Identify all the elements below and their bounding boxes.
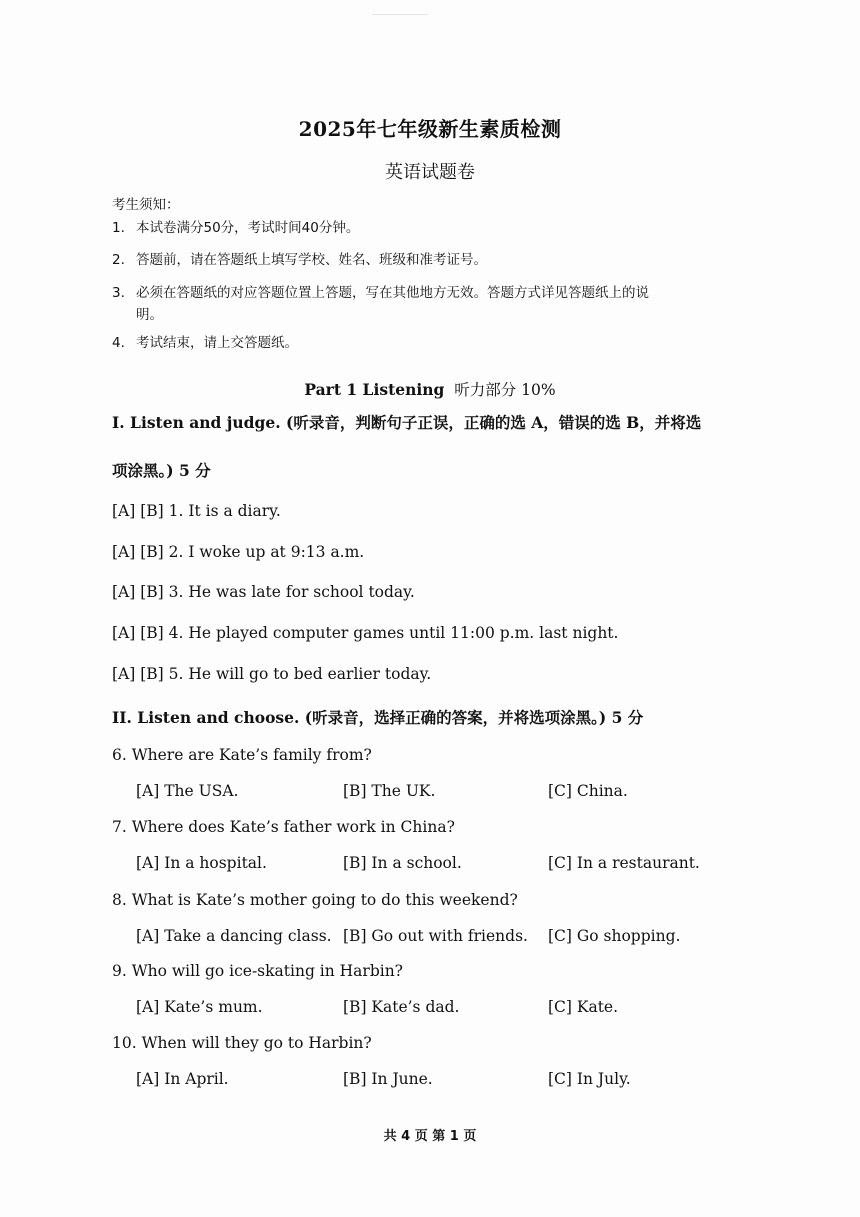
judge-item: [A] [B] 1. It is a diary. bbox=[112, 502, 281, 520]
notice-item bbox=[112, 281, 649, 301]
judge-item: [A] [B] 5. He will go to bed earlier today. bbox=[112, 665, 432, 683]
option-a: [A] The USA. bbox=[136, 782, 239, 800]
notice-number: 2. bbox=[112, 252, 125, 268]
option-b: [B] In a school. bbox=[343, 854, 462, 872]
notice-number: 1. bbox=[112, 220, 125, 236]
judge-item: [A] [B] 3. He was late for school today. bbox=[112, 583, 415, 601]
part-title-en: Part 1 Listening bbox=[304, 380, 445, 399]
judge-item: [A] [B] 2. I woke up at 9:13 a.m. bbox=[112, 543, 365, 561]
notice-item bbox=[112, 331, 298, 351]
exam-title: 2025年七年级新生素质检测 bbox=[298, 117, 562, 141]
question: 9. Who will go ice-skating in Harbin? bbox=[112, 962, 403, 980]
option-a: [A] Take a dancing class. bbox=[136, 927, 332, 945]
page-footer: 共 4 页 第 1 页 bbox=[383, 1129, 477, 1144]
option-a: [A] In a hospital. bbox=[136, 854, 267, 872]
option-b: [B] Go out with friends. bbox=[343, 927, 528, 945]
section-heading-judge: I. Listen and judge. (听录音，判断句子正误，正确的选 A，错误的选 B，并将选 bbox=[112, 413, 702, 432]
notice-text: 考试结束，请上交答题纸。 bbox=[136, 335, 298, 351]
question: 10. When will they go to Harbin? bbox=[112, 1034, 372, 1052]
part-title bbox=[0, 378, 860, 400]
exam-subtitle: 英语试题卷 bbox=[385, 162, 475, 183]
question: 6. Where are Kate’s family from? bbox=[112, 746, 372, 764]
option-c: [C] Kate. bbox=[548, 998, 619, 1016]
option-c: [C] Go shopping. bbox=[548, 927, 681, 945]
judge-item: [A] [B] 4. He played computer games until 11:00 p.m. last night. bbox=[112, 624, 619, 642]
notice-number: 4. bbox=[112, 335, 125, 351]
notice-number: 3. bbox=[112, 285, 125, 301]
section-heading-judge-cont: 项涂黑。) 5 分 bbox=[112, 461, 211, 480]
notice-item bbox=[112, 248, 487, 268]
option-c: [C] China. bbox=[548, 782, 628, 800]
option-b: [B] In June. bbox=[343, 1070, 433, 1088]
notice-text: 必须在答题纸的对应答题位置上答题，写在其他地方无效。答题方式详见答题纸上的说 bbox=[136, 285, 649, 301]
option-a: [A] Kate’s mum. bbox=[136, 998, 263, 1016]
option-b: [B] The UK. bbox=[343, 782, 436, 800]
section-heading-choose: II. Listen and choose. (听录音，选择正确的答案，并将选项涂黑。) 5 分 bbox=[112, 708, 644, 727]
notice-item bbox=[112, 216, 359, 236]
notice-text: 本试卷满分50分，考试时间40分钟。 bbox=[136, 220, 360, 236]
option-c: [C] In a restaurant. bbox=[548, 854, 700, 872]
option-b: [B] Kate’s dad. bbox=[343, 998, 460, 1016]
part-title-cn: 听力部分 10% bbox=[454, 381, 556, 399]
option-a: [A] In April. bbox=[136, 1070, 229, 1088]
notice-heading: 考生须知： bbox=[112, 197, 180, 213]
question: 7. Where does Kate’s father work in China? bbox=[112, 818, 455, 836]
notice-text-continued: 明。 bbox=[136, 307, 163, 323]
question: 8. What is Kate’s mother going to do this weekend? bbox=[112, 891, 518, 909]
scan-artifact bbox=[372, 14, 428, 21]
option-c: [C] In July. bbox=[548, 1070, 631, 1088]
notice-text: 答题前，请在答题纸上填写学校、姓名、班级和准考证号。 bbox=[136, 252, 487, 268]
